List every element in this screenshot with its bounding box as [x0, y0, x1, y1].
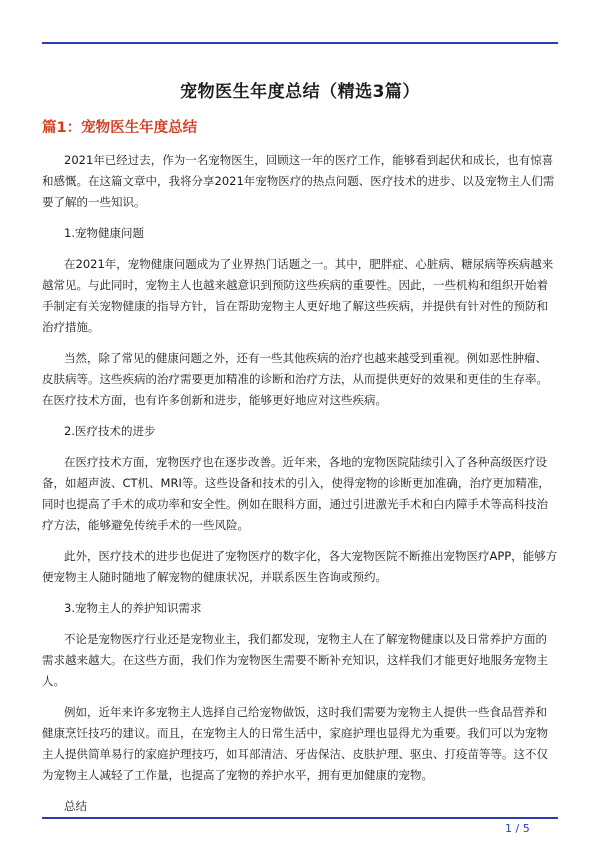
paragraph: 2021年已经过去，作为一名宠物医生，回顾这一年的医疗工作，能够看到起伏和成长，也有惊喜和感慨。在这篇文章中，我将分享2021年宠物医疗的热点问题、医疗技术的进步、以及宠物主人们需要了解的一些知识。 [42, 153, 555, 209]
section-heading: 2.医疗技术的进步 [64, 424, 156, 438]
document-body [42, 150, 558, 827]
footer-rule [42, 817, 558, 819]
paragraph: 例如，近年来许多宠物主人选择自己给宠物做饭，这时我们需要为宠物主人提供一些食品营养和健康烹饪技巧的建议。而且，在宠物主人的日常生活中，家庭护理也显得尤为重要。我们可以为宠物主人提供简单易行的家庭护理技巧，如耳部清洁、牙齿保洁、皮肤护理、驱虫、打疫苗等等。这不仅为宠物主人减轻了工作量，也提高了宠物的养护水平，拥有更加健康的宠物。 [42, 705, 548, 782]
page-title: 宠物医生年度总结（精选3篇） [180, 82, 420, 102]
paragraph: 当然，除了常见的健康问题之外，还有一些其他疾病的治疗也越来越受到重视。例如恶性肿瘤、皮肤病等。这些疾病的治疗需要更加精准的诊断和治疗方法，从而提供更好的效果和更佳的生存率。在医疗技术方面，也有许多创新和进步，能够更好地应对这些疾病。 [42, 351, 548, 407]
paragraph: 在2021年，宠物健康问题成为了业界热门话题之一。其中，肥胖症、心脏病、糖尿病等疾病越来越常见。与此同时，宠物主人也越来越意识到预防这些疾病的重要性。因此，一些机构和组织开始着手制定有关宠物健康的指导方针，旨在帮助宠物主人更好地了解这些疾病，并提供有针对性的预防和治疗措施。 [42, 257, 554, 334]
paragraph: 在医疗技术方面，宠物医疗也在逐步改善。近年来，各地的宠物医院陆续引入了各种高级医疗设备，如超声波、CT机、MRI等。这些设备和技术的引入，使得宠物的诊断更加准确，治疗更加精准，同时也提高了手术的成功率和安全性。例如在眼科方面，通过引进激光手术和白内障手术等高科技治疗方法，能够避免传统手术的一些风险。 [42, 455, 550, 532]
section-subtitle: 篇1：宠物医生年度总结 [42, 120, 198, 136]
section-heading: 总结 [64, 799, 87, 813]
paragraph: 不论是宠物医疗行业还是宠物业主，我们都发现，宠物主人在了解宠物健康以及日常养护方面的需求越来越大。在这些方面，我们作为宠物医生需要不断补充知识，这样我们才能更好地服务宠物主人。 [42, 632, 548, 688]
section-heading: 1.宠物健康问题 [64, 226, 144, 240]
paragraph: 此外，医疗技术的进步也促进了宠物医疗的数字化，各大宠物医院不断推出宠物医疗APP，能够方便宠物主人随时随地了解宠物的健康状况，并联系医生咨询或预约。 [42, 549, 558, 584]
page-indicator: 1 / 5 [505, 822, 530, 835]
header-rule [42, 42, 558, 44]
section-heading: 3.宠物主人的养护知识需求 [64, 601, 202, 615]
